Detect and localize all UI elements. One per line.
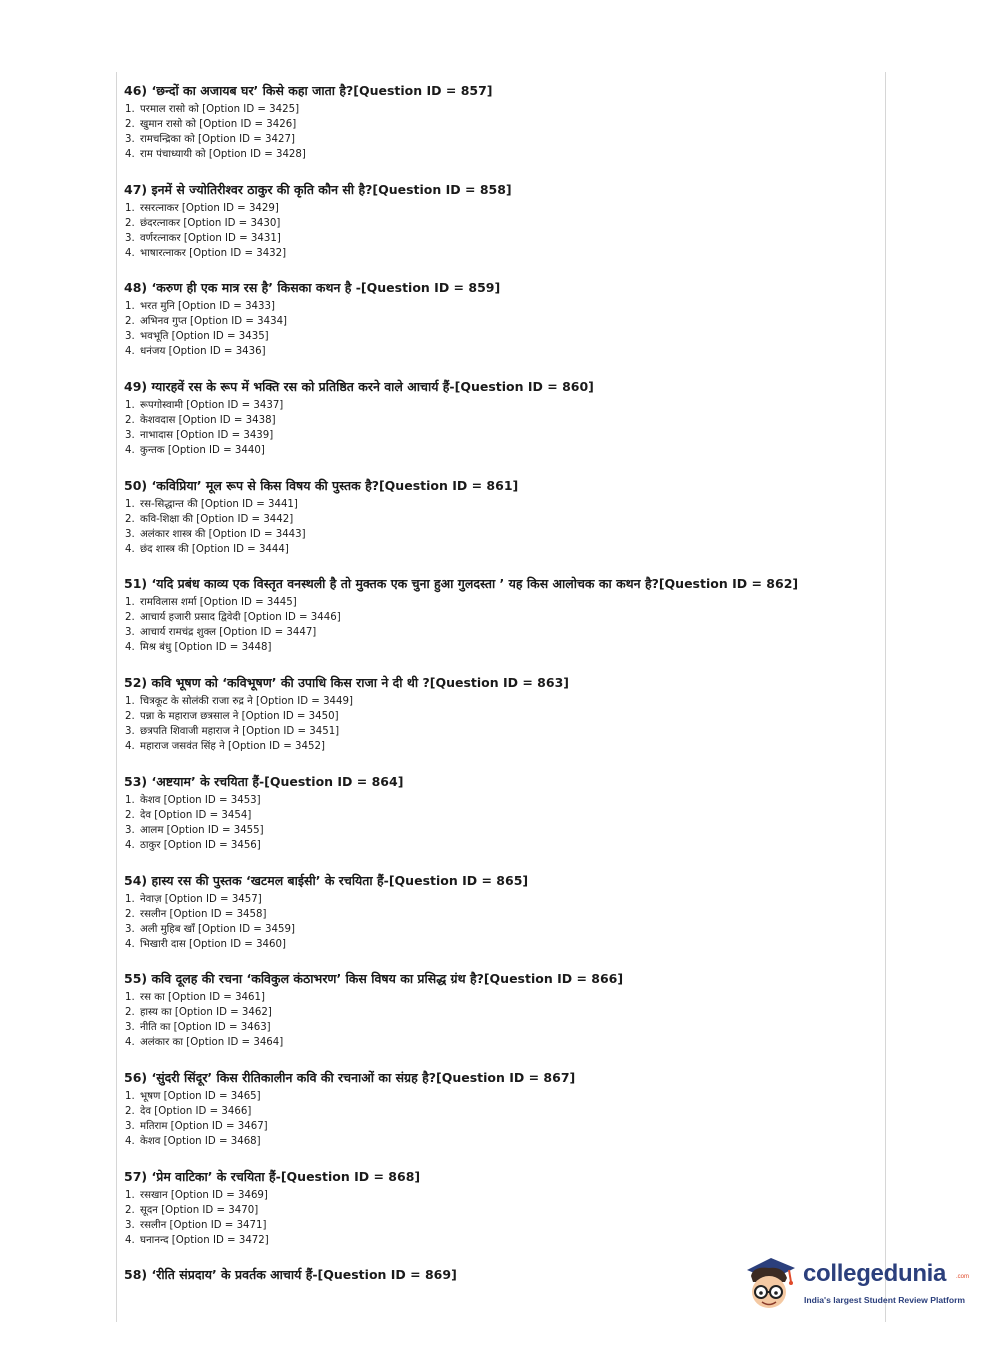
option-text: केशव [Option ID = 3453]: [140, 794, 261, 806]
question-title: 52) कवि भूषण को ‘कविभूषण’ की उपाधि किस राजा ने दी थी ?[Question ID = 863]: [124, 675, 569, 691]
question-title: 47) इनमें से ज्योतिरीश्वर ठाकुर की कृति कौन सी है?[Question ID = 858]: [124, 181, 512, 197]
option-number: 1.: [125, 1090, 135, 1102]
question-54: [124, 872, 884, 971]
option-number: 3.: [125, 134, 135, 145]
option-item: [124, 231, 884, 246]
option-item: [124, 1089, 884, 1104]
question-title: 50) ‘कविप्रिया’ मूल रूप से किस विषय की पुस्तक है?[Question ID = 861]: [124, 477, 519, 493]
option-text: रस-सिद्धान्त की [Option ID = 3441]: [140, 498, 298, 510]
option-number: 4.: [125, 149, 135, 160]
question-48: [124, 279, 884, 378]
option-text: सूदन [Option ID = 3470]: [140, 1204, 259, 1216]
question-title: 49) ग्यारहवें रस के रूप में भक्ति रस को प्रतिष्ठित करने वाले आचार्य हैं-[Question ID = 860]: [124, 379, 594, 395]
option-item: [124, 1134, 884, 1149]
option-number: 3.: [125, 1120, 135, 1132]
option-item: [124, 398, 884, 413]
option-text: रामचन्द्रिका को [Option ID = 3427]: [140, 134, 295, 145]
option-number: 1.: [125, 893, 135, 905]
option-item: [124, 1005, 884, 1020]
option-text: कवि-शिक्षा की [Option ID = 3442]: [140, 513, 294, 525]
option-number: 1.: [125, 992, 135, 1004]
option-item: [124, 117, 884, 132]
question-title: 46) ‘छन्दों का अजायब घर’ किसे कहा जाता है?[Question ID = 857]: [124, 83, 493, 98]
option-number: 1.: [125, 400, 135, 412]
option-item: [124, 413, 884, 428]
option-number: 4.: [125, 839, 135, 851]
collegedunia-logo[interactable]: [743, 1252, 973, 1322]
option-text: अलंकार का [Option ID = 3464]: [140, 1037, 284, 1049]
option-item: [124, 990, 884, 1005]
option-text: महाराज जसवंत सिंह ने [Option ID = 3452]: [140, 741, 325, 753]
option-text: पन्ना के महाराज छत्रसाल ने [Option ID = 3450]: [140, 711, 339, 723]
option-item: [124, 640, 884, 655]
option-number: 2.: [125, 711, 135, 723]
option-item: [124, 132, 884, 147]
option-number: 1.: [125, 1189, 135, 1201]
option-text: केशवदास [Option ID = 3438]: [140, 415, 276, 427]
option-text: छत्रपति शिवाजी महाराज ने [Option ID = 3451]: [140, 726, 340, 738]
option-text: भूषण [Option ID = 3465]: [140, 1090, 261, 1102]
option-item: [124, 527, 884, 542]
option-item: [124, 625, 884, 640]
option-item: [124, 443, 884, 458]
option-number: 2.: [125, 316, 135, 328]
option-number: 3.: [125, 1022, 135, 1034]
option-item: [124, 595, 884, 610]
option-number: 1.: [125, 104, 135, 115]
option-text: मतिराम [Option ID = 3467]: [140, 1120, 268, 1132]
option-text: नीति का [Option ID = 3463]: [140, 1022, 271, 1034]
option-item: [124, 610, 884, 625]
question-50: [124, 477, 884, 576]
option-item: [124, 937, 884, 952]
option-number: 2.: [125, 119, 135, 130]
question-title: 54) हास्य रस की पुस्तक ‘खटमल बाईसी’ के रचयिता हैं-[Question ID = 865]: [124, 872, 529, 888]
question-title: 56) ‘सुंदरी सिंदूर’ किस रीतिकालीन कवि की रचनाओं का संग्रह है?[Question ID = 867]: [124, 1069, 576, 1085]
option-number: 4.: [125, 1234, 135, 1246]
option-item: [124, 1188, 884, 1203]
option-text: नाभादास [Option ID = 3439]: [140, 430, 274, 442]
question-title: 51) ‘यदि प्रबंध काव्य एक विस्तृत वनस्थली है तो मुक्तक एक चुना हुआ गुलदस्ता ’ यह किस आलोचक का कथन है?[Question ID = 862]: [124, 576, 799, 592]
question-55: [124, 970, 884, 1069]
option-number: 4.: [125, 1135, 135, 1147]
option-text: परमाल रासो को [Option ID = 3425]: [140, 104, 300, 115]
option-number: 4.: [125, 1037, 135, 1049]
question-title: 48) ‘करुण ही एक मात्र रस है’ किसका कथन है -[Question ID = 859]: [124, 280, 501, 296]
option-text: रसखान [Option ID = 3469]: [140, 1189, 268, 1201]
option-number: 4.: [125, 445, 135, 457]
option-text: भरत मुनि [Option ID = 3433]: [140, 301, 275, 313]
option-item: [124, 512, 884, 527]
option-number: 1.: [125, 794, 135, 806]
option-item: [124, 1203, 884, 1218]
option-number: 4.: [125, 346, 135, 358]
option-item: [124, 542, 884, 557]
option-text: हास्य का [Option ID = 3462]: [140, 1007, 272, 1019]
option-text: खुमान रासो को [Option ID = 3426]: [140, 119, 297, 130]
option-text: भिखारी दास [Option ID = 3460]: [140, 938, 286, 950]
option-text: रामविलास शर्मा [Option ID = 3445]: [140, 597, 297, 609]
option-text: रूपगोस्वामी [Option ID = 3437]: [140, 400, 284, 412]
option-number: 3.: [125, 726, 135, 738]
option-item: [124, 1035, 884, 1050]
question-46: [124, 82, 884, 181]
option-number: 1.: [125, 597, 135, 609]
question-title: 55) कवि दूलह की रचना ‘कविकुल कंठाभरण’ किस विषय का प्रसिद्ध ग्रंथ है?[Question ID = 866]: [124, 971, 624, 987]
option-item: [124, 201, 884, 216]
option-number: 1.: [125, 696, 135, 708]
option-text: रस का [Option ID = 3461]: [140, 992, 265, 1004]
option-item: [124, 299, 884, 314]
option-text: अभिनव गुप्त [Option ID = 3434]: [140, 316, 288, 328]
option-item: [124, 1119, 884, 1134]
option-number: 2.: [125, 908, 135, 920]
option-text: अलंकार शास्त्र की [Option ID = 3443]: [140, 528, 306, 540]
option-number: 4.: [125, 642, 135, 654]
option-text: छंद शास्त्र की [Option ID = 3444]: [140, 543, 289, 555]
option-number: 3.: [125, 1219, 135, 1231]
option-item: [124, 497, 884, 512]
brand-name: collegedunia: [803, 1260, 947, 1287]
option-item: [124, 147, 884, 162]
option-number: 2.: [125, 415, 135, 427]
option-item: [124, 216, 884, 231]
option-item: [124, 922, 884, 937]
option-number: 2.: [125, 1105, 135, 1117]
option-item: [124, 709, 884, 724]
question-47: [124, 181, 884, 280]
question-title: 53) ‘अष्टयाम’ के रचयिता हैं-[Question ID = 864]: [124, 773, 404, 789]
question-title: 57) ‘प्रेम वाटिका’ के रचयिता हैं-[Question ID = 868]: [124, 1168, 421, 1184]
option-item: [124, 808, 884, 823]
option-text: धनंजय [Option ID = 3436]: [140, 346, 266, 358]
option-number: 2.: [125, 1204, 135, 1216]
option-item: [124, 329, 884, 344]
option-item: [124, 1218, 884, 1233]
option-text: आचार्य रामचंद्र शुक्ल [Option ID = 3447]: [140, 627, 317, 639]
option-number: 1.: [125, 301, 135, 313]
option-text: चित्रकूट के सोलंकी राजा रुद्र ने [Option ID = 3449]: [140, 696, 353, 708]
option-number: 3.: [125, 528, 135, 540]
option-text: कुन्तक [Option ID = 3440]: [140, 445, 265, 457]
option-item: [124, 793, 884, 808]
option-item: [124, 907, 884, 922]
option-text: भाषारत्नाकर [Option ID = 3432]: [140, 247, 287, 259]
option-number: 2.: [125, 612, 135, 624]
option-number: 2.: [125, 217, 135, 229]
question-52: [124, 674, 884, 773]
option-text: रसरत्नाकर [Option ID = 3429]: [140, 202, 279, 214]
option-text: रसलीन [Option ID = 3458]: [140, 908, 267, 920]
option-number: 3.: [125, 824, 135, 836]
question-49: [124, 378, 884, 477]
option-text: केशव [Option ID = 3468]: [140, 1135, 261, 1147]
option-number: 3.: [125, 923, 135, 935]
option-text: देव [Option ID = 3454]: [140, 809, 252, 821]
option-number: 3.: [125, 627, 135, 639]
option-text: ठाकुर [Option ID = 3456]: [140, 839, 261, 851]
option-item: [124, 344, 884, 359]
option-text: भवभूति [Option ID = 3435]: [140, 331, 269, 343]
option-number: 3.: [125, 331, 135, 343]
option-item: [124, 1020, 884, 1035]
option-item: [124, 246, 884, 261]
question-51: [124, 575, 884, 674]
option-number: 3.: [125, 232, 135, 244]
option-item: [124, 838, 884, 853]
option-item: [124, 1233, 884, 1248]
option-number: 2.: [125, 1007, 135, 1019]
option-text: छंदरत्नाकर [Option ID = 3430]: [140, 217, 281, 229]
option-number: 3.: [125, 430, 135, 442]
option-text: रसलीन [Option ID = 3471]: [140, 1219, 267, 1231]
option-number: 2.: [125, 809, 135, 821]
brand-tagline: India's largest Student Review Platform: [804, 1295, 966, 1305]
option-text: राम पंचाध्यायी को [Option ID = 3428]: [140, 149, 306, 160]
mascot-icon: [743, 1252, 801, 1314]
option-text: देव [Option ID = 3466]: [140, 1105, 252, 1117]
option-number: 4.: [125, 247, 135, 259]
brand-domain: .com: [956, 1274, 970, 1280]
option-number: 1.: [125, 202, 135, 214]
option-number: 2.: [125, 513, 135, 525]
option-number: 4.: [125, 938, 135, 950]
option-text: अली मुहिब खाँ [Option ID = 3459]: [140, 923, 295, 935]
option-text: वर्णरत्नाकर [Option ID = 3431]: [140, 232, 281, 244]
option-item: [124, 694, 884, 709]
option-item: [124, 892, 884, 907]
option-item: [124, 739, 884, 754]
option-text: घनानन्द [Option ID = 3472]: [140, 1234, 269, 1246]
option-item: [124, 314, 884, 329]
option-item: [124, 102, 884, 117]
option-number: 4.: [125, 741, 135, 753]
option-text: आलम [Option ID = 3455]: [140, 824, 264, 836]
option-text: मिश्र बंधु [Option ID = 3448]: [140, 642, 272, 654]
option-text: नेवाज़ [Option ID = 3457]: [140, 893, 262, 905]
option-item: [124, 428, 884, 443]
question-list: [124, 82, 884, 1365]
option-item: [124, 823, 884, 838]
option-item: [124, 1104, 884, 1119]
option-number: 1.: [125, 498, 135, 510]
option-text: आचार्य हजारी प्रसाद द्विवेदी [Option ID = 3446]: [140, 612, 341, 624]
question-56: [124, 1069, 884, 1168]
option-item: [124, 724, 884, 739]
question-53: [124, 773, 884, 872]
question-title: 58) ‘रीति संप्रदाय’ के प्रवर्तक आचार्य हैं-[Question ID = 869]: [124, 1267, 457, 1283]
option-number: 4.: [125, 543, 135, 555]
